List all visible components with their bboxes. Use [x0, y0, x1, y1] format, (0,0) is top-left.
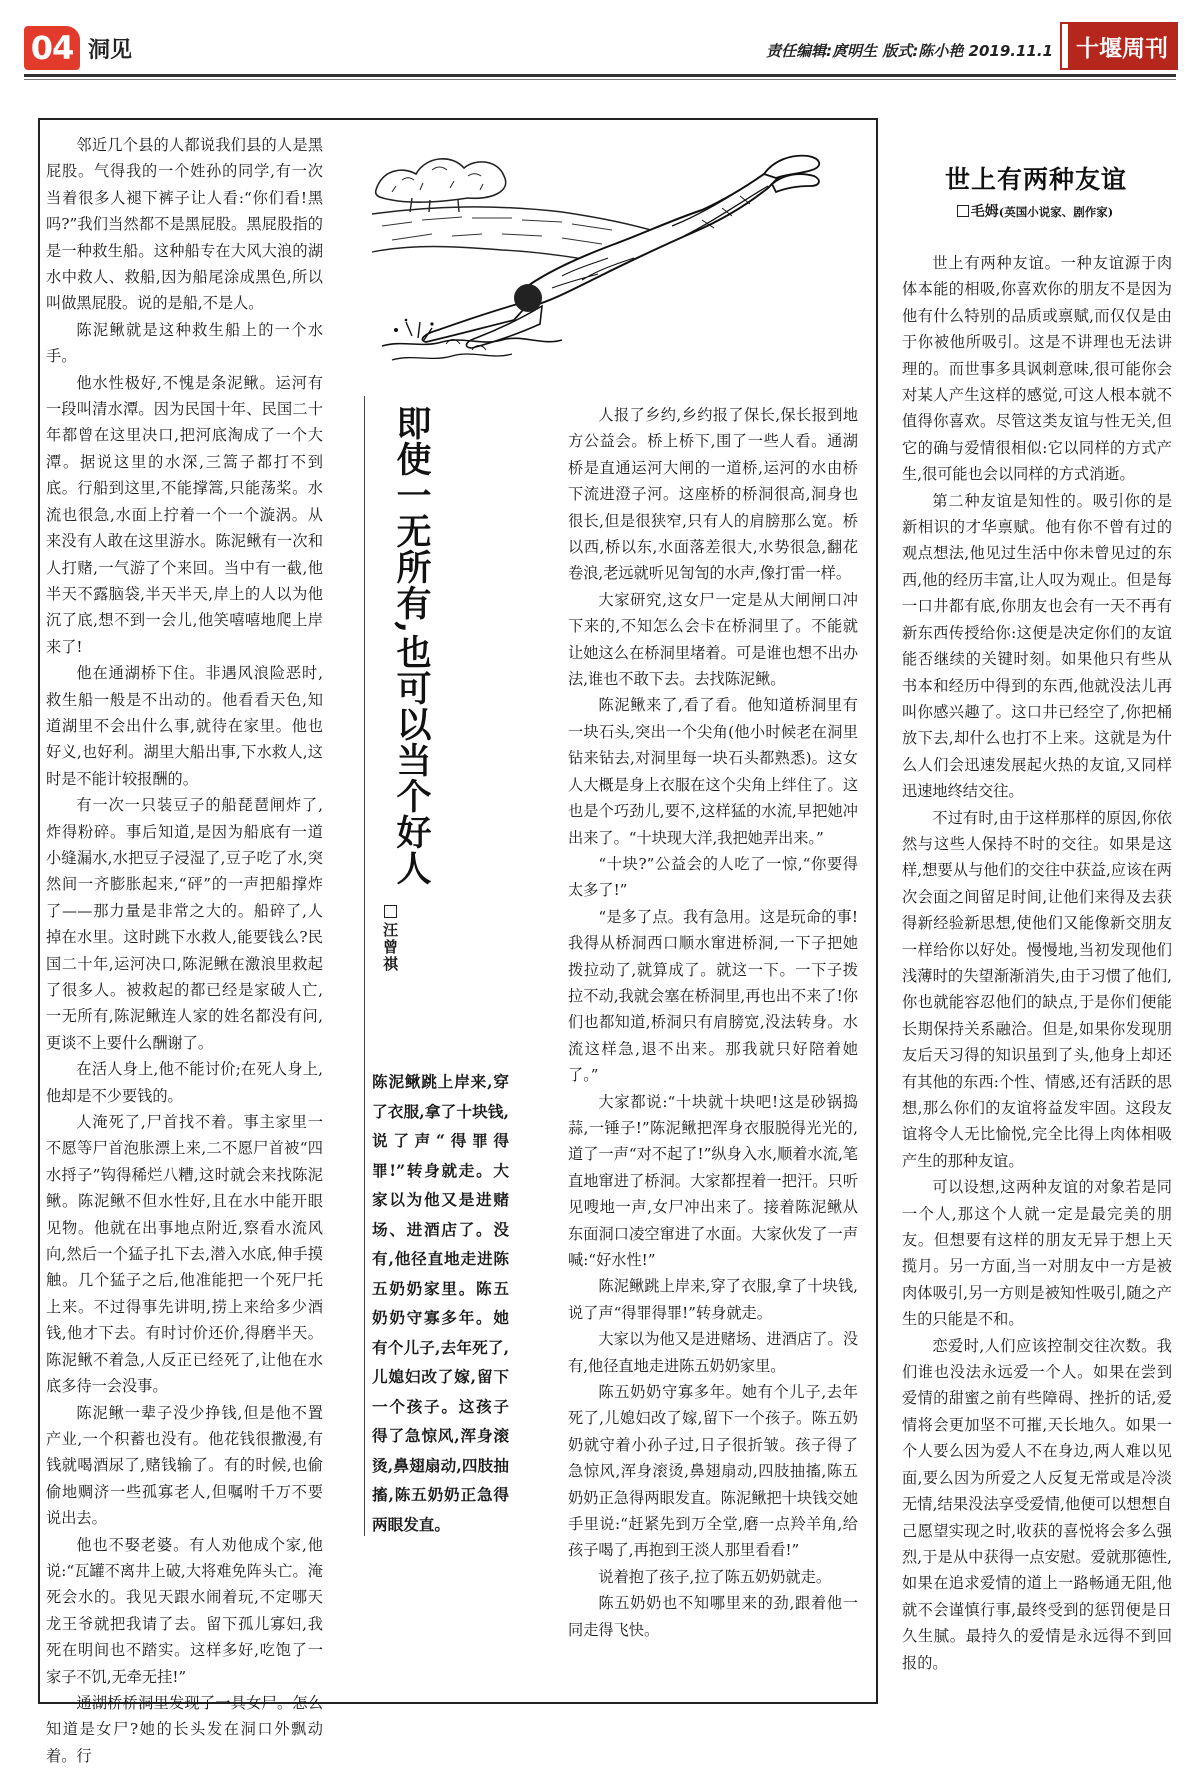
paragraph: 陈泥鳅一辈子没少挣钱,但是他不置产业,一个积蓄也没有。他花钱很撒漫,有钱就喝酒尿了,赌钱输了。有的时候,也偷偷地赒济一些孤寡老人,但嘱咐千万不要说出去。: [46, 1403, 323, 1528]
paragraph: 世上有两种友谊。一种友谊源于肉体本能的相吸,你喜欢你的朋友不是因为他有什么特别的品质或禀赋,而仅仅是由于你被他所吸引。这是不讲理也无法讲理的。而世事多具讽刺意味,很可能你会对某人产生这样的感觉,可这人根本就不值得你喜欢。尽管这类友谊与性无关,但它的确与爱情很相似:它以同样的方式产生,很可能也会以同样的方式消逝。: [902, 254, 1172, 484]
paragraph: 可以设想,这两种友谊的对象若是同一个人,那这个人就一定是最完美的朋友。但想要有这样的朋友无异于想上天揽月。另一方面,当一对朋友中一方是被肉体吸引,另一方则是被知性吸引,随之产生的只能是不和。: [902, 1178, 1172, 1329]
paragraph: 说着抱了孩子,拉了陈五奶奶就走。: [598, 1567, 832, 1586]
paragraph: 大家都说:“十块就十块吧!这是砂锅捣蒜,一锤子!”陈泥鳅把浑身衣服脱得光光的,道了一声“对不起了!”纵身入水,顺着水流,笔直地窜进了桥洞。大家都捏着一把汗。只听见嗖地一声,女尸冲出来了。接着陈泥鳅从东面洞口凌空窜进了水面。大家伙发了一声喊:“好水性!”: [568, 1092, 858, 1269]
section-name: 洞见: [88, 38, 133, 63]
column-divider: [364, 396, 365, 1536]
header-rule: [24, 74, 1176, 77]
paragraph: 有一次一只装豆子的船琵琶闸炸了,炸得粉碎。事后知道,是因为船底有一道小缝漏水,水把豆子浸湿了,豆子吃了水,突然间一齐膨胀起来,“砰”的一声把船撑炸了——那力量是非常之大的。船碎了,人掉在水里。这时跳下水救人,能要钱么?民国二十年,运河决口,陈泥鳅在激浪里救起了很多人。被救起的都已经是家破人亡,一无所有,陈泥鳅连人家的姓名都没有问,更谈不上要什么酬谢了。: [46, 796, 323, 1052]
story-column-1: [46, 132, 323, 1769]
article-body: [902, 250, 1172, 1676]
story-title: 即使一无所有,也可以当个好人: [391, 405, 432, 887]
swimmer-diving-illustration: [372, 140, 832, 380]
paragraph: 他水性极好,不愧是条泥鳅。运河有一段叫清水潭。因为民国十年、民国二十年都曾在这里决口,把河底淘成了一个大潭。据说这里的水深,三篙子都打不到底。行船到这里,不能撑篙,只能荡桨。水流也很急,水面上拧着一个一个漩涡。从来没有人敢在这里游水。陈泥鳅有一次和人打赌,一气游了个来回。当中有一截,他半天不露脑袋,半天半天,岸上的人以为他沉了底,想不到一会儿,他笑嘻嘻地爬上岸来了!: [46, 373, 323, 656]
story-column-2: [568, 402, 858, 1643]
paragraph: 他也不娶老婆。有人劝他成个家,他说:“瓦罐不离井上破,大将难免阵头亡。淹死会水的。我见天跟水闹着玩,不定哪天龙王爷就把我请了去。留下孤儿寡妇,我死在明间也不踏实。这样多好,吃饱了一家子不饥,无牵无挂!”: [46, 1535, 323, 1686]
masthead-logo: 十堰周刊: [1062, 24, 1176, 68]
story-author: 汪曾祺: [381, 922, 399, 973]
paragraph: 他在通湖桥下住。非遇风浪险恶时,救生船一般是不出动的。他看看天色,知道湖里不会出什么事,就待在家里。他也好义,也好利。湖里大船出事,下水救人,这时是不能计较报酬的。: [46, 664, 323, 788]
paragraph: 邻近几个县的人都说我们县的人是黑屁股。气得我的一个姓孙的同学,有一次当着很多人褪下裤子让人看:“你们看!黑吗?”我们当然都不是黑屁股。黑屁股指的是一种救生船。这种船专在大风大浪的湖水中救人、救船,因为船尾涂成黑色,所以叫做黑屁股。说的是船,不是人。: [46, 136, 323, 313]
paragraph: 陈五奶奶守寡多年。她有个儿子,去年死了,儿媳妇改了嫁,留下一个孩子。陈五奶奶就守着小孙子过,日子很折皱。孩子得了急惊风,浑身滚烫,鼻翅扇动,四肢抽搐,陈五奶奶正急得两眼发直。陈泥鳅把十块钱交她手里说:“赶紧先到万全堂,磨一点羚羊角,给孩子喝了,再抱到王淡人那里看看!”: [568, 1383, 858, 1560]
story-byline: [380, 905, 401, 973]
editor-credits: 责任编辑:庹明生 版式:陈小艳 2019.11.1: [766, 42, 1053, 60]
byline-box-icon: [957, 205, 969, 217]
paragraph: 通湖桥桥洞里发现了一具女尸。怎么知道是女尸?她的长头发在洞口外飘动着。行: [46, 1693, 323, 1765]
byline-box-icon: [384, 905, 397, 918]
paragraph: 大家研究,这女尸一定是从大闸闸口冲下来的,不知怎么会卡在桥洞里了。不能就让她这么在桥洞里堵着。可是谁也想不出办法,谁也不敢下去。去找陈泥鳅。: [568, 590, 858, 689]
paragraph: 大家以为他又是进赌场、进酒店了。没有,他径直地走进陈五奶奶家里。: [568, 1330, 858, 1375]
paragraph: 恋爱时,人们应该控制交往次数。我们谁也没法永远爱一个人。如果在尝到爱情的甜蜜之前有些障碍、挫折的话,爱情将会更加坚不可摧,天长地久。如果一个人要么因为爱人不在身边,两人难以见面,要么因为所爱之人反复无常或是冷淡无情,结果没法享受爱情,他便可以想想自己愿望实现之时,收获的喜悦将会多么强烈,于是从中获得一点安慰。爱就那德性,如果在追求爱情的道上一路畅通无阻,他就不会谨慎行事,最终受到的惩罚便是日久生腻。最持久的爱情是永远得不到回报的。: [902, 1336, 1172, 1672]
header-rule-thin: [24, 79, 1176, 80]
paragraph: “是多了点。我有急用。这是玩命的事!我得从桥洞西口顺水窜进桥洞,一下子把她拨拉动了,就算成了。就这一下。一下子拨拉不动,我就会塞在桥洞里,再也出不来了!你们也都知道,桥洞只有肩膀宽,没法转身。水流这样急,退不出来。那我就只好陪着她了。”: [568, 907, 858, 1085]
article-byline: [930, 201, 1140, 221]
paragraph: “十块?”公益会的人吃了一惊,“你要得太多了!”: [568, 854, 858, 900]
pull-quote: 陈泥鳅跳上岸来,穿了衣服,拿了十块钱,说了声“得罪得罪!”转身就走。大家以为他又是进赌场、进酒店了。没有,他径直地走进陈五奶奶家里。陈五奶奶守寡多年。她有个儿子,去年死了,儿媳妇改了嫁,留下一个孩子。这孩子得了急惊风,浑身滚烫,鼻翅扇动,四肢抽搐,陈五奶奶正急得两眼发直。: [372, 1072, 509, 1534]
paragraph: 陈泥鳅就是这种救生船上的一个水手。: [46, 320, 323, 366]
paragraph: 第二种友谊是知性的。吸引你的是新相识的才华禀赋。他有你不曾有过的观点想法,他见过生活中你未曾见过的东西,他的经历丰富,让人叹为观止。但是每一口井都有底,你朋友也会有一天不再有新东西传授给你:这便是决定你们的友谊能否继续的关键时刻。如果他只有些从书本和经历中得到的东西,他就没法儿再叫你感兴趣了。这口井已经空了,你把桶放下去,却什么也打不上来。这就是为什么人们会迅速发展起火热的友谊,又同样迅速地终结交往。: [902, 491, 1172, 801]
paragraph: 陈泥鳅跳上岸来,穿了衣服,拿了十块钱,说了声“得罪得罪!”转身就走。: [568, 1277, 858, 1322]
paragraph: 陈五奶奶也不知哪里来的劲,跟着他一同走得飞快。: [568, 1594, 858, 1639]
paragraph: 陈泥鳅来了,看了看。他知道桥洞里有一块石头,突出一个尖角(他小时候老在洞里钻来钻去,对洞里每一块石头都熟悉)。这女人大概是身上衣服在这个尖角上绊住了。这也是个巧劲儿,要不,这样猛的水流,早把她冲出来了。“十块现大洋,我把她弄出来。”: [568, 696, 858, 847]
article-author-note: (英国小说家、剧作家): [998, 205, 1114, 219]
paragraph: 人报了乡约,乡约报了保长,保长报到地方公益会。桥上桥下,围了一些人看。通湖桥是直通运河大闸的一道桥,运河的水由桥下流进澄子河。这座桥的桥洞很高,洞身也很长,但是很狭窄,只有人的肩膀那么宽。桥以西,桥以东,水面落差很大,水势很急,翻花卷浪,老远就听见訇訇的水声,像打雷一样。: [568, 406, 858, 583]
article-title: 世上有两种友谊: [944, 165, 1127, 194]
article-author: 毛姆: [970, 204, 999, 220]
paragraph: 不过有时,由于这样那样的原因,你依然与这些人保持不时的交往。如果是这样,想要从与他们的交往中获益,应该在两次会面之间留足时间,让他们来得及去获得新经验新思想,使他们又能像新交朋友一样给你以好处。慢慢地,当初发现他们浅薄时的失望渐渐消失,由于习惯了他们,你也就能容忍他们的缺点,于是你们便能长期保持关系融洽。但是,如果你发现朋友后天习得的知识虽到了头,他身上却还有其他的东西:个性、情感,还有活跃的思想,那么你们的友谊将益发牢固。这段友谊将令人无比愉悦,完全比得上肉体相吸产生的那种友谊。: [902, 808, 1172, 1170]
paragraph: 人淹死了,尸首找不着。事主家里一不愿等尸首泡胀漂上来,二不愿尸首被“四水捋子”钩得稀烂八糟,这时就会来找陈泥鳅。陈泥鳅不但水性好,且在水中能开眼见物。他就在出事地点附近,察看水流风向,然后一个猛子扎下去,潜入水底,伸手摸触。几个猛子之后,他准能把一个死尸托上来。不过得事先讲明,捞上来给多少酒钱,他才下去。有时讨价还价,得磨半天。陈泥鳅不着急,人反正已经死了,让他在水底多待一会没事。: [46, 1113, 323, 1396]
page-number: 04: [24, 26, 80, 70]
paragraph: 在活人身上,他不能讨价;在死人身上,他却是不少要钱的。: [46, 1060, 323, 1105]
